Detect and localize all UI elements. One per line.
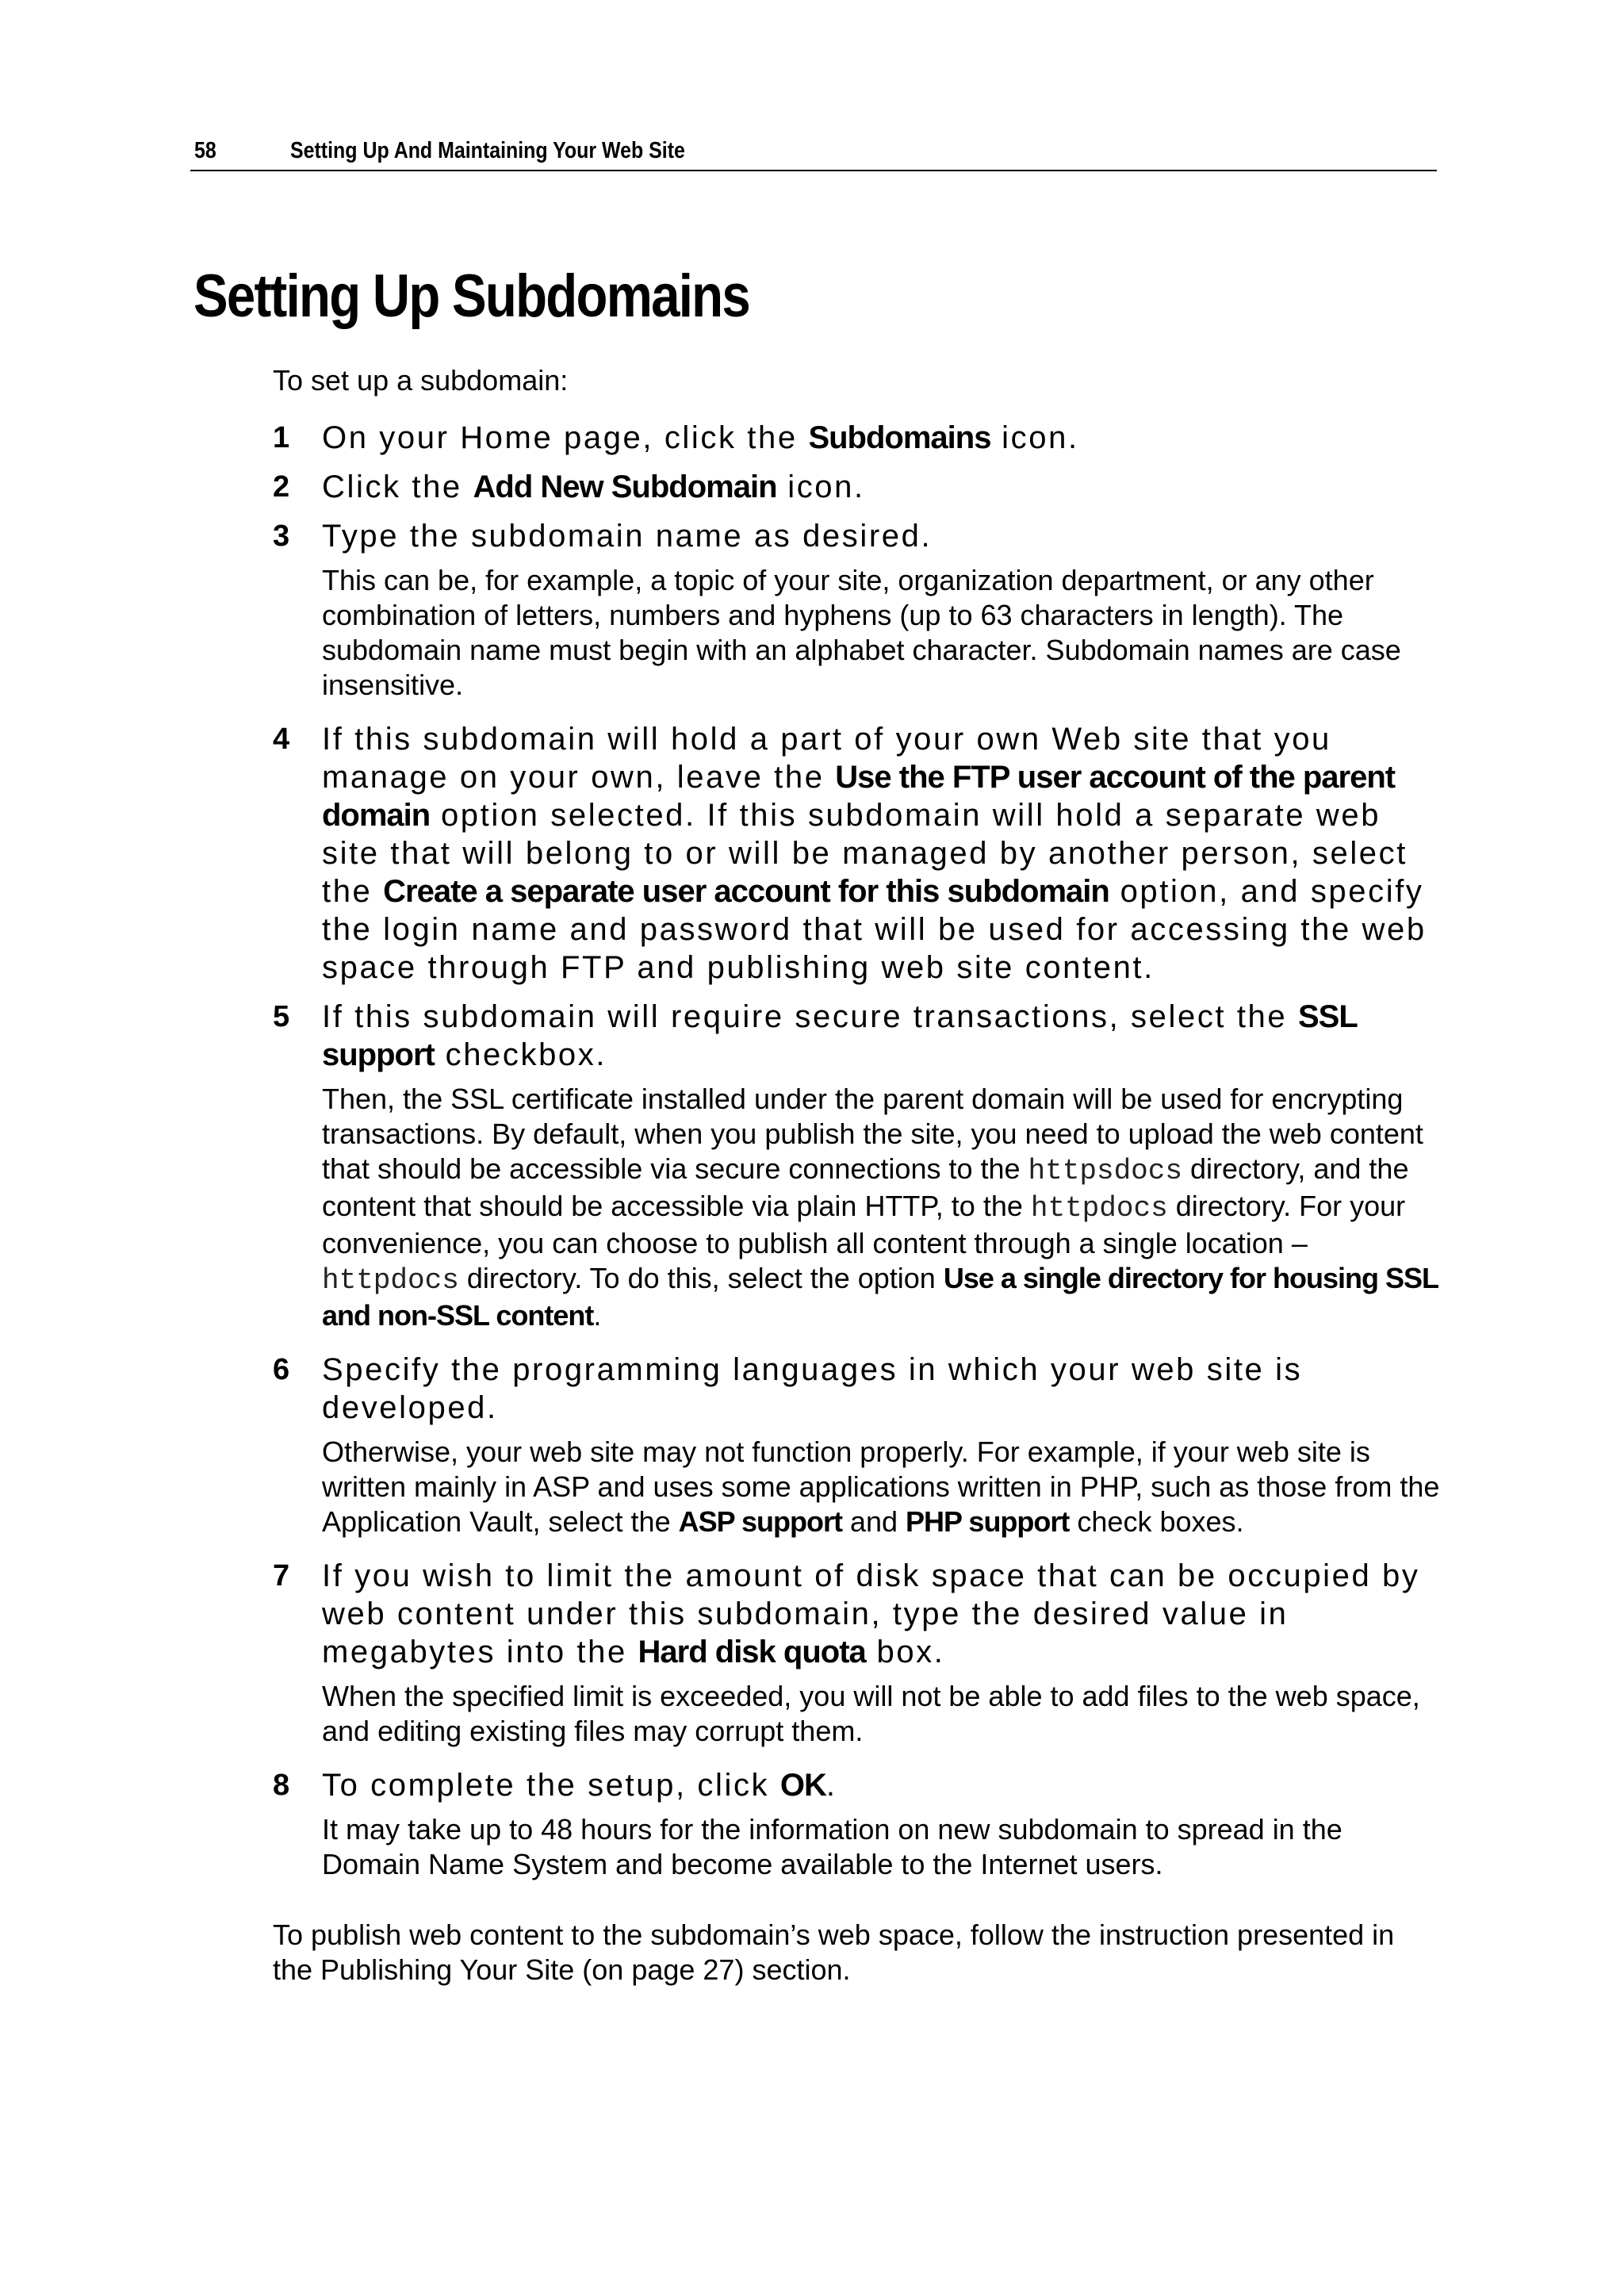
- step-text: To complete the setup, click OK.: [322, 1768, 837, 1803]
- ui-term: OK: [779, 1768, 826, 1803]
- step-text: On your Home page, click the Subdomains icon.: [322, 420, 1079, 455]
- ui-term: Use a single directory for housing SSL and non-SSL content: [322, 1262, 1438, 1332]
- step-2: [273, 468, 1446, 506]
- running-header: [190, 138, 1437, 171]
- step-5: [273, 998, 1446, 1333]
- step-note: Otherwise, your web site may not function properly. For example, if your web site is written mainly in ASP and uses some applications written in PHP, such as those from the Application Vault, select the ASP support and PHP support check boxes.: [322, 1435, 1440, 1538]
- step-note: It may take up to 48 hours for the information on new subdomain to spread in the Domain Name System and become available to the Internet users.: [322, 1813, 1342, 1880]
- ui-term: Use the FTP user account of the parent domain: [322, 760, 1396, 833]
- step-note: Then, the SSL certificate installed under the parent domain will be used for encrypting transactions. By default, when you publish the site, you need to upload the web content that should be accessible via secure connections to the httpsdocs directory, and the content that should be accessible via plain HTTP, to the httpdocs directory. For your convenience, you can choose to publish all content through a single location – httpdocs directory. To do this, select the option Use a single directory for housing SSL and non-SSL content.: [322, 1083, 1438, 1332]
- step-4: [273, 720, 1446, 987]
- ui-term: Add New Subdomain: [473, 470, 777, 504]
- ui-term: Subdomains: [808, 420, 991, 455]
- ui-term: SSL support: [322, 999, 1358, 1072]
- step-1: [273, 419, 1446, 457]
- step-number: 4: [273, 723, 290, 756]
- step-number: 2: [273, 470, 290, 504]
- step-text: If this subdomain will hold a part of your own Web site that you manage on your own, leave the Use the FTP user account of the parent domain option selected. If this subdomain will hold a separate web site that will belong to or will be managed by another person, select the Create a separate user account for this subdomain option, and specify the login name and password that will be used for accessing the web space through FTP and publishing web site content.: [322, 722, 1427, 985]
- step-7: [273, 1557, 1446, 1749]
- step-8: [273, 1766, 1446, 1882]
- step-text: Specify the programming languages in which your web site is developed.: [322, 1352, 1303, 1425]
- ui-term: PHP support: [906, 1505, 1070, 1538]
- page-number: 58: [194, 138, 216, 163]
- steps-list: [273, 419, 1446, 1899]
- step-number: 3: [273, 519, 290, 553]
- step-number: 7: [273, 1559, 290, 1593]
- step-text: If this subdomain will require secure transactions, select the SSL support checkbox.: [322, 999, 1358, 1072]
- intro-text: To set up a subdomain:: [273, 364, 569, 397]
- step-text: If you wish to limit the amount of disk space that can be occupied by web content under this subdomain, type the desired value in megabytes into the Hard disk quota box.: [322, 1558, 1420, 1669]
- step-number: 8: [273, 1769, 290, 1802]
- ui-term: Hard disk quota: [638, 1635, 866, 1669]
- step-number: 1: [273, 421, 290, 454]
- directory-name: httpdocs: [322, 1264, 459, 1297]
- page-title: Setting Up Subdomains: [193, 263, 750, 330]
- step-6: [273, 1351, 1446, 1539]
- directory-name: httpsdocs: [1028, 1155, 1182, 1187]
- step-note: When the specified limit is exceeded, you will not be able to add files to the web space, and editing existing files may corrupt them.: [322, 1680, 1420, 1747]
- step-text: Type the subdomain name as desired.: [322, 519, 933, 554]
- step-number: 6: [273, 1353, 290, 1386]
- step-number: 5: [273, 1000, 290, 1033]
- closing-text: To publish web content to the subdomain’s web space, follow the instruction presented in the Publishing Your Site (on page 27) section.: [273, 1918, 1395, 1986]
- step-3: [273, 517, 1446, 703]
- step-text: Click the Add New Subdomain icon.: [322, 470, 865, 504]
- ui-term: Create a separate user account for this subdomain: [383, 874, 1109, 909]
- directory-name: httpdocs: [1030, 1192, 1168, 1225]
- ui-term: ASP support: [678, 1505, 842, 1538]
- step-note: This can be, for example, a topic of your site, organization department, or any other combination of letters, numbers and hyphens (up to 63 characters in length). The subdomain name must begin with an alphabet character. Subdomain names are case insensitive.: [322, 564, 1401, 701]
- running-title: Setting Up And Maintaining Your Web Site: [290, 138, 685, 163]
